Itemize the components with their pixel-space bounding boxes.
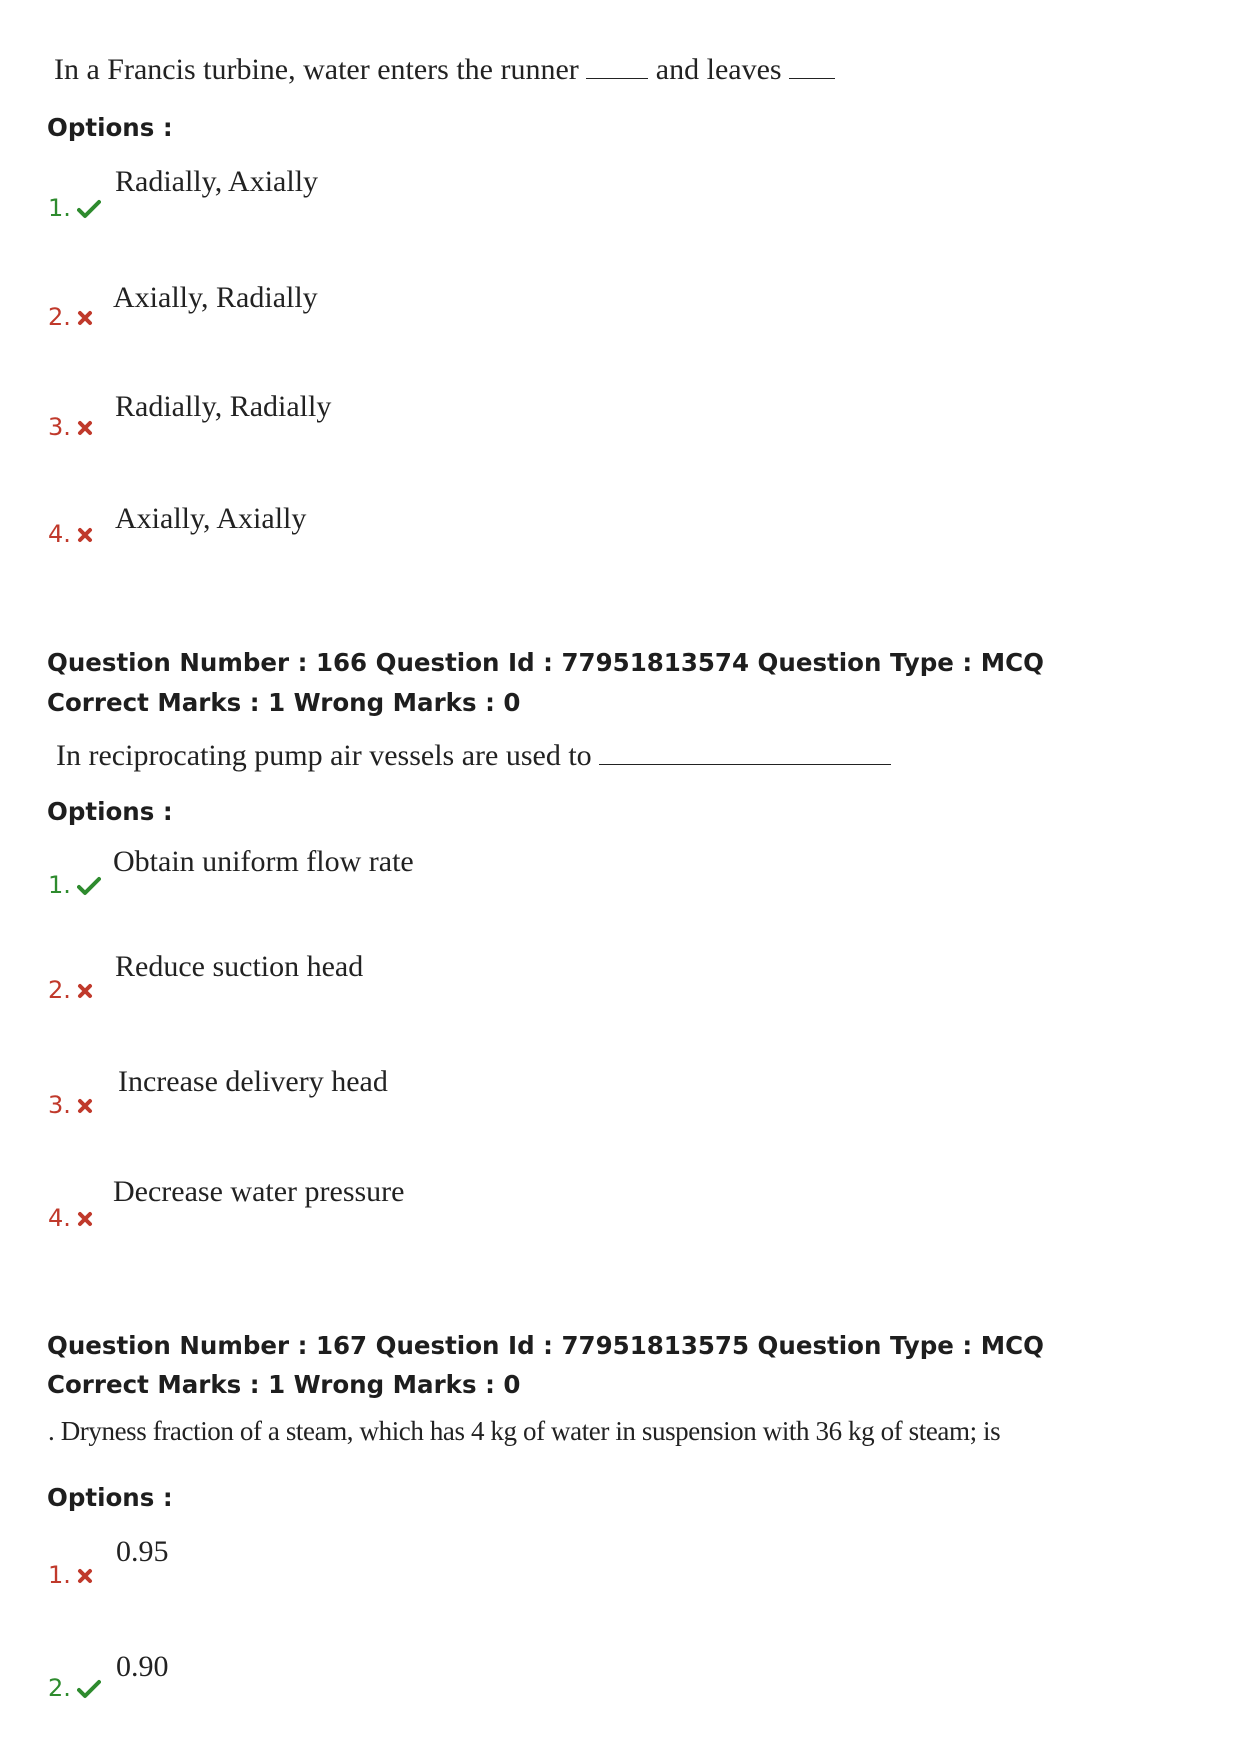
option-text: Axially, Axially (115, 502, 307, 535)
check-icon (77, 1679, 101, 1699)
option-text: Obtain uniform flow rate (113, 845, 414, 878)
option-number: 3. (48, 1093, 93, 1117)
cross-icon (77, 310, 93, 326)
option-number: 2. (48, 978, 93, 1002)
question-marks: Correct Marks : 1 Wrong Marks : 0 (47, 688, 521, 717)
cross-icon (77, 1211, 93, 1227)
option-number: 1. (48, 873, 101, 897)
question-header: Question Number : 167 Question Id : 77951813575 Question Type : MCQ (47, 1331, 1044, 1360)
option-number: 2. (48, 1676, 101, 1700)
question-167-text: . Dryness fraction of a steam, which has 4 kg of water in suspension with 36 kg of steam; is (48, 1416, 1001, 1446)
option-text: 0.95 (116, 1535, 169, 1568)
question-165-text: In a Francis turbine, water enters the runner and leaves (54, 52, 835, 85)
answer-blank (599, 738, 891, 765)
option-text: Increase delivery head (118, 1065, 388, 1098)
option-text: Axially, Radially (113, 281, 318, 314)
option-text: Radially, Radially (115, 390, 332, 423)
option-number: 1. (48, 1563, 93, 1587)
options-label: Options : (47, 1483, 173, 1512)
question-marks: Correct Marks : 1 Wrong Marks : 0 (47, 1370, 521, 1399)
cross-icon (77, 1568, 93, 1584)
options-label: Options : (47, 113, 173, 142)
cross-icon (77, 1098, 93, 1114)
option-text: 0.90 (116, 1650, 169, 1683)
option-number: 2. (48, 305, 93, 329)
cross-icon (77, 420, 93, 436)
cross-icon (77, 527, 93, 543)
option-text: Decrease water pressure (113, 1175, 405, 1208)
cross-icon (77, 983, 93, 999)
answer-blank (586, 52, 648, 79)
option-number: 4. (48, 1206, 93, 1230)
option-number: 1. (48, 196, 101, 220)
answer-blank (789, 52, 835, 79)
options-label: Options : (47, 797, 173, 826)
check-icon (77, 199, 101, 219)
question-header: Question Number : 166 Question Id : 77951813574 Question Type : MCQ (47, 648, 1044, 677)
option-text: Reduce suction head (115, 950, 364, 983)
option-number: 3. (48, 415, 93, 439)
question-166-text: In reciprocating pump air vessels are used to (56, 738, 891, 771)
option-text: Radially, Axially (115, 165, 319, 198)
check-icon (77, 876, 101, 896)
option-number: 4. (48, 522, 93, 546)
